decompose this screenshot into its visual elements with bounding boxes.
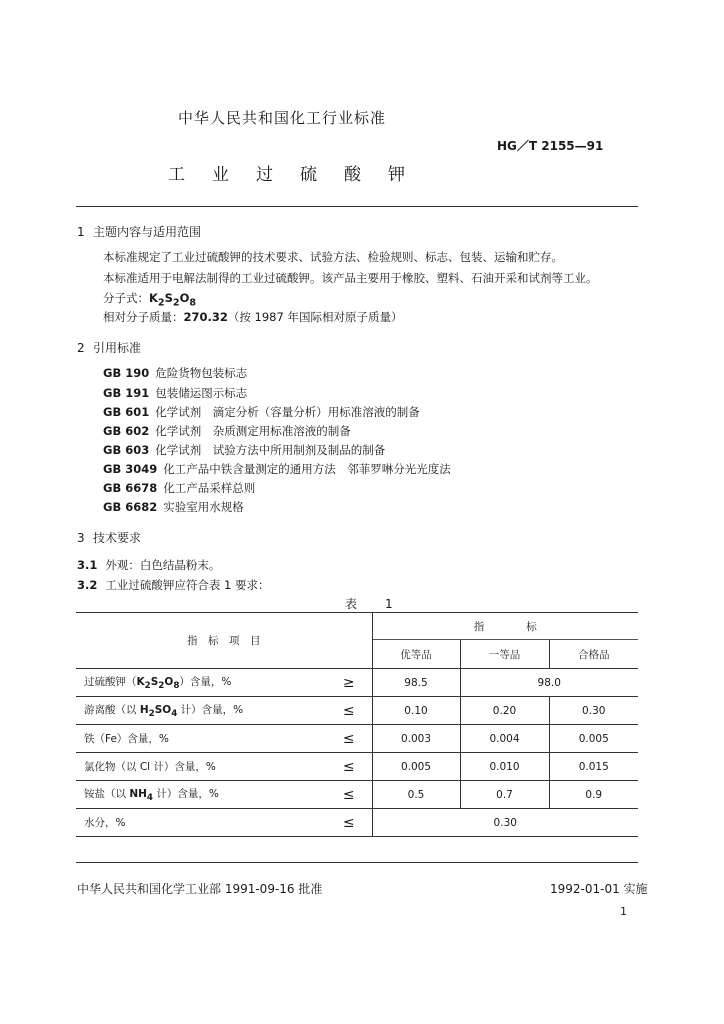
- reference-code: GB 602: [103, 424, 150, 438]
- table-row: [76, 809, 638, 837]
- row-value-premium: 98.5: [372, 669, 460, 697]
- row-value-first: 0.010: [460, 753, 549, 781]
- row-sign: ≤: [326, 725, 372, 753]
- table-row: [76, 725, 638, 753]
- reference-item: [103, 385, 247, 401]
- reference-item: [103, 365, 247, 381]
- reference-item: [103, 423, 351, 439]
- grade-header: 合格品: [549, 640, 638, 669]
- item-prefix: 游离酸（以: [84, 703, 140, 716]
- effective-date: 1992-01-01 实施: [550, 882, 648, 896]
- table-row: [76, 697, 638, 725]
- standard-code: HG／T 2155—91: [497, 139, 604, 153]
- row-value-first: 0.7: [460, 781, 549, 809]
- section-title: 技术要求: [93, 531, 142, 545]
- reference-text: 实验室用水规格: [163, 500, 244, 514]
- item-suffix: ）含量，%: [179, 675, 232, 688]
- row-item: [76, 669, 326, 697]
- row-value-all-grades: 0.30: [372, 809, 638, 837]
- header-item: 指 标 项 目: [76, 613, 372, 669]
- section-number: 3: [77, 531, 85, 545]
- reference-code: GB 190: [103, 366, 150, 380]
- table-caption: 表 1: [345, 597, 401, 611]
- reference-text: 化学试剂 杂质测定用标准溶液的制备: [155, 424, 351, 438]
- subsection-number: 3.2: [77, 578, 98, 592]
- row-sign: ≥: [326, 669, 372, 697]
- reference-text: 化工产品中铁含量测定的通用方法 邻菲罗啉分光光度法: [163, 462, 451, 476]
- molecular-formula: $K_2S_2O_8$: [149, 291, 197, 309]
- table-header-row: [76, 613, 638, 640]
- reference-code: GB 6682: [103, 500, 158, 514]
- section-1-heading: [77, 223, 201, 240]
- formula-label: 分子式：: [103, 291, 149, 305]
- reference-code: GB 191: [103, 386, 150, 400]
- reference-text: 化学试剂 试验方法中所用制剂及制品的制备: [155, 443, 386, 457]
- row-sign: ≤: [326, 781, 372, 809]
- grade-header: 优等品: [372, 640, 460, 669]
- reference-text: 包装储运图示标志: [155, 386, 248, 400]
- reference-item: [103, 404, 420, 420]
- mass-value: 270.32: [183, 310, 228, 324]
- reference-item: [103, 461, 451, 477]
- chemical-formula: $H_2SO_4$: [139, 703, 178, 720]
- section-2-heading: [77, 339, 141, 356]
- reference-text: 危险货物包装标志: [155, 366, 248, 380]
- chemical-formula: $K_2S_2O_8$: [136, 675, 180, 692]
- row-sign: ≤: [326, 809, 372, 837]
- document-title: 工业过硫酸钾: [168, 165, 432, 185]
- standard-title: 中华人民共和国化工行业标准: [178, 109, 387, 127]
- chemical-formula: $NH_4$: [129, 787, 154, 804]
- page-number: 1: [620, 905, 627, 918]
- row-value-premium: 0.003: [372, 725, 460, 753]
- section-title: 主题内容与适用范围: [93, 225, 202, 239]
- reference-item: [103, 499, 244, 515]
- subsection-text: 外观：白色结晶粉末。: [105, 558, 221, 572]
- row-value-qualified: 0.30: [549, 697, 638, 725]
- mass-label: 相对分子质量：: [103, 310, 184, 324]
- subsection-text: 工业过硫酸钾应符合表 1 要求：: [105, 578, 270, 592]
- row-sign: ≤: [326, 753, 372, 781]
- subsection-number: 3.1: [77, 558, 98, 572]
- item-prefix: 过硫酸钾（: [84, 675, 137, 688]
- molecular-formula-line: [103, 290, 196, 308]
- reference-code: GB 6678: [103, 481, 158, 495]
- row-value-premium: 0.5: [372, 781, 460, 809]
- footer-rule: [76, 862, 638, 863]
- section-title: 引用标准: [93, 341, 142, 355]
- section-number: 2: [77, 341, 85, 355]
- reference-item: [103, 480, 255, 496]
- row-item: 氯化物（以 Cl 计）含量，%: [76, 753, 326, 781]
- reference-code: GB 603: [103, 443, 150, 457]
- row-value-qualified: 0.015: [549, 753, 638, 781]
- row-item: 铁（Fe）含量，%: [76, 725, 326, 753]
- section-number: 1: [77, 225, 85, 239]
- row-sign: ≤: [326, 697, 372, 725]
- grade-header: 一等品: [460, 640, 549, 669]
- subsection-3-1: [77, 557, 220, 573]
- row-value-first-and-qualified: 98.0: [460, 669, 638, 697]
- row-value-qualified: 0.005: [549, 725, 638, 753]
- item-prefix: 铵盐（以: [84, 787, 130, 800]
- table-row: [76, 753, 638, 781]
- row-value-premium: 0.005: [372, 753, 460, 781]
- row-item: [76, 781, 326, 809]
- row-value-premium: 0.10: [372, 697, 460, 725]
- approval-statement: 中华人民共和国化学工业部 1991-09-16 批准: [77, 882, 323, 896]
- header-rule: [76, 206, 638, 207]
- molecular-mass-line: [103, 309, 402, 325]
- reference-text: 化学试剂 滴定分析（容量分析）用标准溶液的制备: [155, 405, 420, 419]
- mass-note: （按 1987 年国际相对原子质量）: [227, 310, 403, 324]
- spec-table: [76, 612, 638, 837]
- reference-code: GB 3049: [103, 462, 158, 476]
- reference-item: [103, 442, 385, 458]
- row-value-first: 0.20: [460, 697, 549, 725]
- subsection-3-2: [77, 577, 270, 593]
- reference-text: 化工产品采样总则: [163, 481, 256, 495]
- row-item: [76, 697, 326, 725]
- item-suffix: 计）含量，%: [153, 787, 219, 800]
- table-row: [76, 669, 638, 697]
- item-suffix: 计）含量，%: [177, 703, 244, 716]
- row-value-qualified: 0.9: [549, 781, 638, 809]
- table-row: [76, 781, 638, 809]
- section-1-paragraph-1: 本标准规定了工业过硫酸钾的技术要求、试验方法、检验规则、标志、包装、运输和贮存。: [103, 250, 563, 264]
- section-3-heading: [77, 529, 141, 546]
- section-1-paragraph-2: 本标准适用于电解法制得的工业过硫酸钾。该产品主要用于橡胶、塑料、石油开采和试剂等工业。: [103, 271, 598, 285]
- row-value-first: 0.004: [460, 725, 549, 753]
- header-index: 指 标: [372, 613, 638, 640]
- reference-code: GB 601: [103, 405, 150, 419]
- row-item: 水分，%: [76, 809, 326, 837]
